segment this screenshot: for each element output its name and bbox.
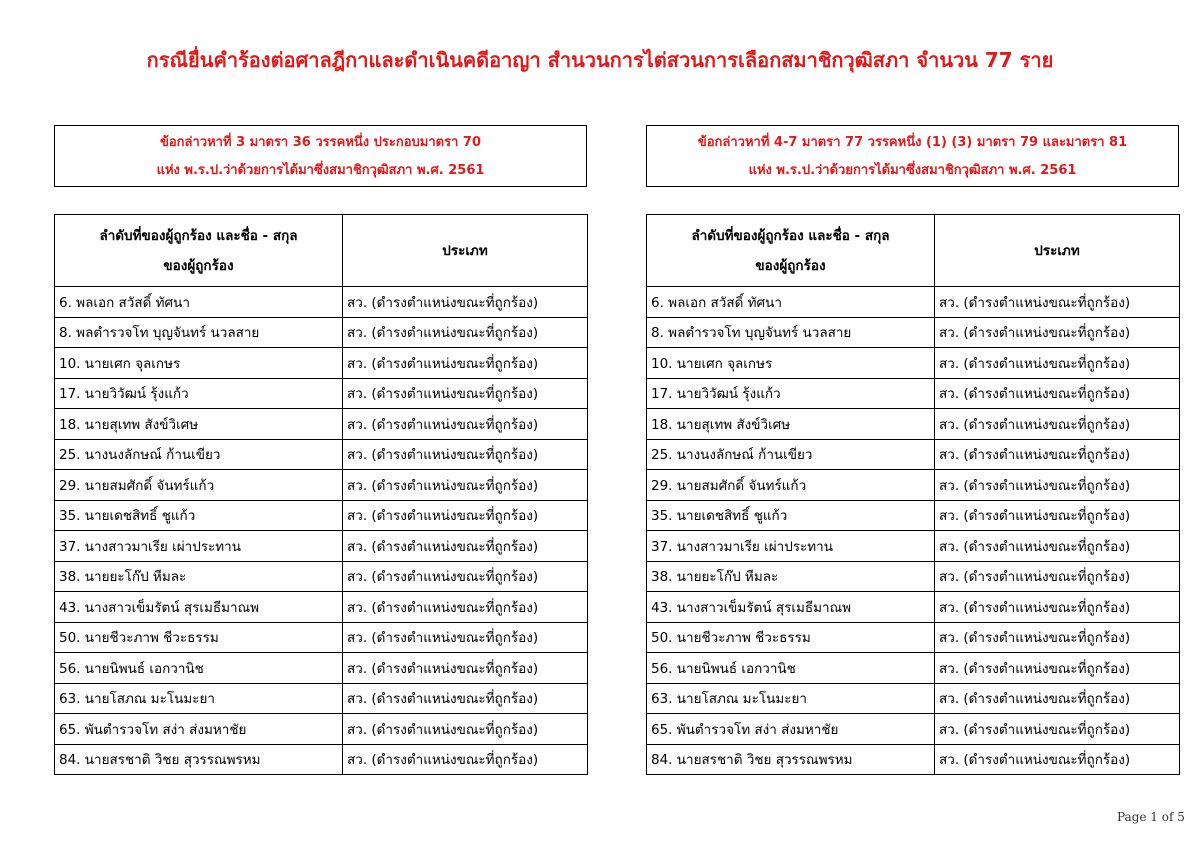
table-header-row xyxy=(55,215,588,287)
respondent-name-cell: 65. พันตำรวจโท สง่า ส่งมหาชัย xyxy=(647,714,935,745)
respondent-name-cell: 25. นางนงลักษณ์ ก้านเขียว xyxy=(55,439,343,470)
table-row xyxy=(55,500,588,531)
respondent-name-cell: 8. พลตำรวจโท บุญจันทร์ นวลสาย xyxy=(647,317,935,348)
table-row xyxy=(647,500,1180,531)
table-row xyxy=(55,439,588,470)
table-row xyxy=(55,378,588,409)
charge-heading-line-2: แห่ง พ.ร.ป.ว่าด้วยการได้มาซึ่งสมาชิกวุฒิสภา พ.ศ. 2561 xyxy=(156,163,485,178)
table-row xyxy=(55,653,588,684)
respondent-name-cell: 37. นางสาวมาเรีย เผ่าประทาน xyxy=(647,531,935,562)
table-row xyxy=(55,348,588,379)
table-row xyxy=(647,744,1180,775)
respondent-type-cell: สว. (ดำรงตำแหน่งขณะที่ถูกร้อง) xyxy=(935,714,1180,745)
column-header-name xyxy=(647,215,935,287)
table-row xyxy=(647,683,1180,714)
respondent-type-cell: สว. (ดำรงตำแหน่งขณะที่ถูกร้อง) xyxy=(935,500,1180,531)
respondent-name-cell: 35. นายเดชสิทธิ์ ชูแก้ว xyxy=(55,500,343,531)
table-row xyxy=(647,348,1180,379)
table-row xyxy=(55,622,588,653)
table-row xyxy=(647,439,1180,470)
respondent-type-cell: สว. (ดำรงตำแหน่งขณะที่ถูกร้อง) xyxy=(935,378,1180,409)
table-row xyxy=(647,378,1180,409)
charge-heading-box xyxy=(54,125,587,187)
table-body xyxy=(647,287,1180,775)
respondent-type-cell: สว. (ดำรงตำแหน่งขณะที่ถูกร้อง) xyxy=(343,317,588,348)
respondent-name-cell: 8. พลตำรวจโท บุญจันทร์ นวลสาย xyxy=(55,317,343,348)
respondent-name-cell: 29. นายสมศักดิ์ จันทร์แก้ว xyxy=(647,470,935,501)
table-row xyxy=(647,592,1180,623)
respondent-type-cell: สว. (ดำรงตำแหน่งขณะที่ถูกร้อง) xyxy=(343,500,588,531)
charge-heading-line-1: ข้อกล่าวหาที่ 4-7 มาตรา 77 วรรคหนึ่ง (1) (3) มาตรา 79 และมาตรา 81 xyxy=(697,135,1128,150)
table-row xyxy=(647,409,1180,440)
respondent-name-cell: 6. พลเอก สวัสดิ์ ทัศนา xyxy=(647,287,935,318)
respondent-type-cell: สว. (ดำรงตำแหน่งขณะที่ถูกร้อง) xyxy=(343,470,588,501)
table-row xyxy=(647,317,1180,348)
respondent-type-cell: สว. (ดำรงตำแหน่งขณะที่ถูกร้อง) xyxy=(935,348,1180,379)
respondent-name-cell: 10. นายเศก จุลเกษร xyxy=(55,348,343,379)
table-row xyxy=(55,592,588,623)
table-row xyxy=(647,622,1180,653)
respondent-name-cell: 35. นายเดชสิทธิ์ ชูแก้ว xyxy=(647,500,935,531)
respondent-name-cell: 29. นายสมศักดิ์ จันทร์แก้ว xyxy=(55,470,343,501)
column-header-type: ประเภท xyxy=(343,215,588,287)
respondent-name-cell: 43. นางสาวเข็มรัตน์ สุรเมธีมาณพ xyxy=(55,592,343,623)
charge-heading-line-2: แห่ง พ.ร.ป.ว่าด้วยการได้มาซึ่งสมาชิกวุฒิสภา พ.ศ. 2561 xyxy=(748,163,1077,178)
respondent-name-cell: 43. นางสาวเข็มรัตน์ สุรเมธีมาณพ xyxy=(647,592,935,623)
respondent-type-cell: สว. (ดำรงตำแหน่งขณะที่ถูกร้อง) xyxy=(343,683,588,714)
respondent-type-cell: สว. (ดำรงตำแหน่งขณะที่ถูกร้อง) xyxy=(343,531,588,562)
respondent-type-cell: สว. (ดำรงตำแหน่งขณะที่ถูกร้อง) xyxy=(935,622,1180,653)
respondent-name-cell: 84. นายสรชาติ วิชย สุวรรณพรหม xyxy=(647,744,935,775)
respondent-name-cell: 56. นายนิพนธ์ เอกวานิช xyxy=(55,653,343,684)
charge-heading-box xyxy=(646,125,1179,187)
respondent-name-cell: 18. นายสุเทพ สังข์วิเศษ xyxy=(55,409,343,440)
table-row xyxy=(55,561,588,592)
table-row xyxy=(647,470,1180,501)
respondent-type-cell: สว. (ดำรงตำแหน่งขณะที่ถูกร้อง) xyxy=(343,287,588,318)
respondent-name-cell: 37. นางสาวมาเรีย เผ่าประทาน xyxy=(55,531,343,562)
table-row xyxy=(55,317,588,348)
table-row xyxy=(647,287,1180,318)
table-row xyxy=(647,653,1180,684)
respondent-name-cell: 63. นายโสภณ มะโนมะยา xyxy=(55,683,343,714)
respondent-type-cell: สว. (ดำรงตำแหน่งขณะที่ถูกร้อง) xyxy=(935,653,1180,684)
table-row xyxy=(55,531,588,562)
table-row xyxy=(647,561,1180,592)
table-row xyxy=(55,409,588,440)
respondent-type-cell: สว. (ดำรงตำแหน่งขณะที่ถูกร้อง) xyxy=(343,653,588,684)
table-body xyxy=(55,287,588,775)
charge-heading-line-1: ข้อกล่าวหาที่ 3 มาตรา 36 วรรคหนึ่ง ประกอบมาตรา 70 xyxy=(159,135,482,150)
respondent-type-cell: สว. (ดำรงตำแหน่งขณะที่ถูกร้อง) xyxy=(343,744,588,775)
document-title: กรณียื่นคำร้องต่อศาลฎีกาและดำเนินคดีอาญา สำนวนการไต่สวนการเลือกสมาชิกวุฒิสภา จำนวน 77 ราย xyxy=(146,48,1054,72)
respondent-type-cell: สว. (ดำรงตำแหน่งขณะที่ถูกร้อง) xyxy=(935,409,1180,440)
column-header-name-line-2: ของผู้ถูกร้อง xyxy=(755,257,826,274)
respondent-type-cell: สว. (ดำรงตำแหน่งขณะที่ถูกร้อง) xyxy=(935,287,1180,318)
respondent-type-cell: สว. (ดำรงตำแหน่งขณะที่ถูกร้อง) xyxy=(935,317,1180,348)
respondent-type-cell: สว. (ดำรงตำแหน่งขณะที่ถูกร้อง) xyxy=(343,409,588,440)
respondent-type-cell: สว. (ดำรงตำแหน่งขณะที่ถูกร้อง) xyxy=(343,592,588,623)
respondent-type-cell: สว. (ดำรงตำแหน่งขณะที่ถูกร้อง) xyxy=(935,439,1180,470)
respondent-name-cell: 17. นายวิวัฒน์ รุ้งแก้ว xyxy=(647,378,935,409)
respondents-table xyxy=(646,214,1180,775)
respondent-type-cell: สว. (ดำรงตำแหน่งขณะที่ถูกร้อง) xyxy=(343,378,588,409)
panel-charge-4-7 xyxy=(646,125,1179,769)
table-header-row xyxy=(647,215,1180,287)
respondent-name-cell: 84. นายสรชาติ วิชย สุวรรณพรหม xyxy=(55,744,343,775)
table-row xyxy=(55,714,588,745)
column-header-type: ประเภท xyxy=(935,215,1180,287)
respondent-name-cell: 38. นายยะโก๊ป หีมละ xyxy=(647,561,935,592)
respondent-type-cell: สว. (ดำรงตำแหน่งขณะที่ถูกร้อง) xyxy=(935,470,1180,501)
respondent-type-cell: สว. (ดำรงตำแหน่งขณะที่ถูกร้อง) xyxy=(935,683,1180,714)
respondent-type-cell: สว. (ดำรงตำแหน่งขณะที่ถูกร้อง) xyxy=(343,622,588,653)
table-row xyxy=(647,714,1180,745)
respondent-type-cell: สว. (ดำรงตำแหน่งขณะที่ถูกร้อง) xyxy=(935,744,1180,775)
respondent-name-cell: 50. นายชีวะภาพ ชีวะธรรม xyxy=(55,622,343,653)
respondent-type-cell: สว. (ดำรงตำแหน่งขณะที่ถูกร้อง) xyxy=(343,561,588,592)
respondent-type-cell: สว. (ดำรงตำแหน่งขณะที่ถูกร้อง) xyxy=(935,561,1180,592)
respondent-name-cell: 38. นายยะโก๊ป หีมละ xyxy=(55,561,343,592)
table-row xyxy=(647,531,1180,562)
respondent-type-cell: สว. (ดำรงตำแหน่งขณะที่ถูกร้อง) xyxy=(343,714,588,745)
respondent-name-cell: 50. นายชีวะภาพ ชีวะธรรม xyxy=(647,622,935,653)
column-header-name xyxy=(55,215,343,287)
respondent-type-cell: สว. (ดำรงตำแหน่งขณะที่ถูกร้อง) xyxy=(343,439,588,470)
table-row xyxy=(55,470,588,501)
page-number: Page 1 of 5 xyxy=(1117,810,1185,824)
respondent-name-cell: 6. พลเอก สวัสดิ์ ทัศนา xyxy=(55,287,343,318)
respondent-type-cell: สว. (ดำรงตำแหน่งขณะที่ถูกร้อง) xyxy=(343,348,588,379)
column-header-name-line-2: ของผู้ถูกร้อง xyxy=(163,257,234,274)
table-row xyxy=(55,744,588,775)
respondent-name-cell: 18. นายสุเทพ สังข์วิเศษ xyxy=(647,409,935,440)
respondent-name-cell: 56. นายนิพนธ์ เอกวานิช xyxy=(647,653,935,684)
respondent-name-cell: 17. นายวิวัฒน์ รุ้งแก้ว xyxy=(55,378,343,409)
respondent-type-cell: สว. (ดำรงตำแหน่งขณะที่ถูกร้อง) xyxy=(935,531,1180,562)
respondent-name-cell: 10. นายเศก จุลเกษร xyxy=(647,348,935,379)
table-row xyxy=(55,683,588,714)
table-row xyxy=(55,287,588,318)
column-header-name-line-1: ลำดับที่ของผู้ถูกร้อง และชื่อ - สกุล xyxy=(691,227,890,244)
column-header-name-line-1: ลำดับที่ของผู้ถูกร้อง และชื่อ - สกุล xyxy=(99,227,298,244)
respondent-name-cell: 25. นางนงลักษณ์ ก้านเขียว xyxy=(647,439,935,470)
respondent-name-cell: 65. พันตำรวจโท สง่า ส่งมหาชัย xyxy=(55,714,343,745)
respondents-table xyxy=(54,214,588,775)
respondent-name-cell: 63. นายโสภณ มะโนมะยา xyxy=(647,683,935,714)
panel-charge-3 xyxy=(54,125,587,769)
respondent-type-cell: สว. (ดำรงตำแหน่งขณะที่ถูกร้อง) xyxy=(935,592,1180,623)
